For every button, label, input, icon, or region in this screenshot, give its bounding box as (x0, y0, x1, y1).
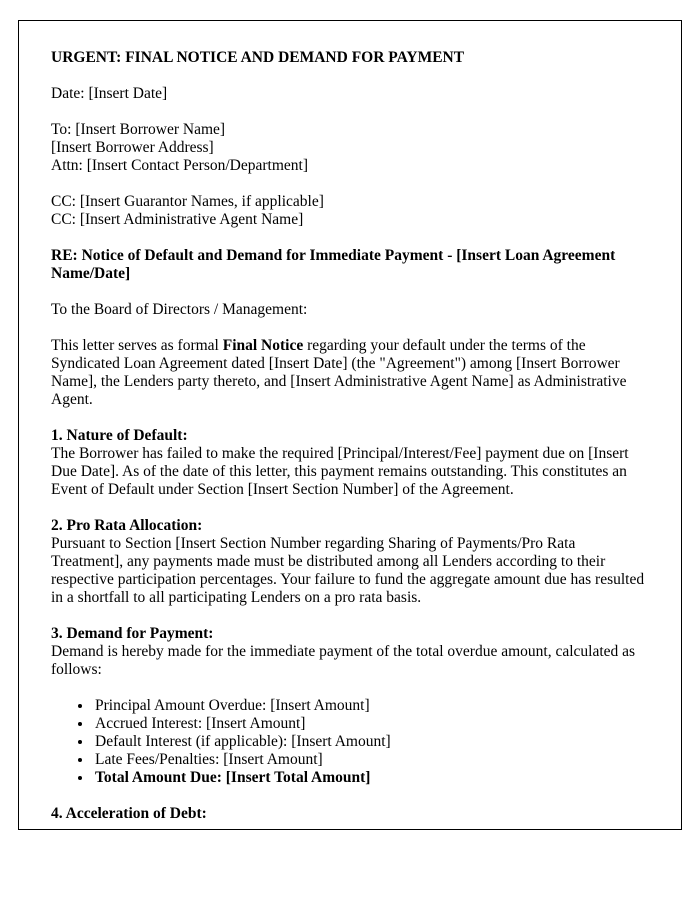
intro-post: regarding your default under the terms of the Syndicated Loan Agreement dated [Insert Date] (the "Agreement") among [Insert Borrower Name], the Lenders party thereto, and [Insert Administrative Agent Name] as Administrative Agent. (51, 337, 627, 408)
intro-bold: Final Notice (222, 337, 304, 354)
salutation: To the Board of Directors / Management: (51, 301, 308, 318)
section-3-body: Demand is hereby made for the immediate payment of the total overdue amount, calculated as follows: (51, 643, 636, 678)
section-1-body: The Borrower has failed to make the required [Principal/Interest/Fee] payment due on [Insert Due Date]. As of the date of this letter, this payment remains outstanding. This constitutes an Event of Default under Section [Insert Section Number] of the Agreement. (51, 445, 629, 498)
section-2 (51, 517, 649, 607)
to-line: To: [Insert Borrower Name] (51, 121, 226, 138)
letter-page (18, 20, 682, 830)
letter-title: URGENT: FINAL NOTICE AND DEMAND FOR PAYMENT (51, 49, 465, 66)
recipient-block (51, 121, 649, 175)
attn-line: Attn: [Insert Contact Person/Department] (51, 157, 308, 174)
section-3-heading: 3. Demand for Payment: (51, 625, 214, 642)
section-2-heading: 2. Pro Rata Allocation: (51, 517, 203, 534)
list-item-late-fees: • Late Fees/Penalties: [Insert Amount] (93, 751, 649, 769)
borrower-address-line: [Insert Borrower Address] (51, 139, 214, 156)
intro-paragraph (51, 337, 649, 409)
cc-agent-line: CC: [Insert Administrative Agent Name] (51, 211, 304, 228)
date-line: Date: [Insert Date] (51, 85, 168, 102)
intro-pre: This letter serves as formal (51, 337, 223, 354)
section-4-heading: 4. Acceleration of Debt: (51, 805, 207, 822)
list-item-default-interest: • Default Interest (if applicable): [Insert Amount] (93, 733, 649, 751)
amount-list (51, 697, 649, 787)
section-1 (51, 427, 649, 499)
list-item-principal: • Principal Amount Overdue: [Insert Amount] (93, 697, 649, 715)
cc-block (51, 193, 649, 229)
section-1-heading: 1. Nature of Default: (51, 427, 188, 444)
cc-guarantor-line: CC: [Insert Guarantor Names, if applicable] (51, 193, 324, 210)
list-item-total-due: • Total Amount Due: [Insert Total Amount] (93, 769, 649, 787)
re-line: RE: Notice of Default and Demand for Immediate Payment - [Insert Loan Agreement Name/Date] (51, 247, 616, 282)
section-2-body: Pursuant to Section [Insert Section Number regarding Sharing of Payments/Pro Rata Treatment], any payments made must be distributed among all Lenders according to their respective participation percentages. Your failure to fund the aggregate amount due has resulted in a shortfall to all participating Lenders on a pro rata basis. (51, 535, 645, 606)
section-3 (51, 625, 649, 679)
list-item-accrued-interest: • Accrued Interest: [Insert Amount] (93, 715, 649, 733)
